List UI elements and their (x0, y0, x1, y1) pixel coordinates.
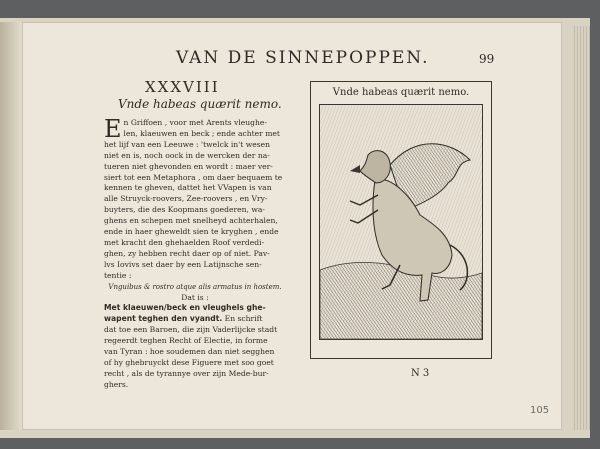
text-line: van Tyran : hoe soudemen dan niet segghen (104, 347, 275, 357)
paragraph-main (104, 115, 286, 282)
text-line: niet en is, noch oock in de wercken der na- (104, 150, 270, 160)
text-line: n Griffoen , voor met Arents vleughe- (123, 118, 267, 127)
page-stack-edge (572, 26, 590, 430)
text-line: ghers. (104, 379, 129, 389)
signature-mark: N 3 (411, 368, 430, 379)
body-text (104, 115, 286, 391)
text-line: lvs Iovivs set daer by een Latijnsche sen- (104, 259, 262, 269)
text-line: regeerdt teghen Recht of Electie, in forme (104, 336, 268, 346)
text-line: recht , als de tyrannye over zijn Mede-bur- (104, 368, 269, 378)
text-line: siert tot een Metaphora , om daer bequaem te (104, 172, 283, 182)
gothic-line-2: wapent teghen den vyandt. (104, 314, 223, 324)
motto-heading: Vnde habeas quærit nemo. (118, 97, 282, 111)
paragraph-translation (104, 303, 286, 390)
text-line: buyters, die des Koopmans goederen, wa- (104, 205, 265, 215)
chapter-number: XXXVIII (145, 78, 220, 96)
gothic-continuation: En schrift (222, 314, 263, 324)
text-line: ghens en schepen met snelheyd achterhalen, (104, 216, 278, 226)
latin-quote: Vnguibus & rostro atque alis armatus in hostem. (108, 282, 282, 291)
text-line: tentie : (104, 270, 132, 280)
text-line: len, klaeuwen en beck ; ende achter met (123, 128, 280, 138)
emblem-plate (310, 81, 492, 359)
text-line: kennen te gheven, dattet het VVapen is van (104, 183, 272, 193)
dat-is-label: Dat is : (181, 292, 209, 302)
text-line: tueren niet ghevonden en wordt : maer ver- (104, 161, 273, 171)
running-header: VAN DE SINNEPOPPEN. (176, 48, 430, 68)
text-line: ghen, zy hebben recht daer op of niet. Pav- (104, 248, 270, 258)
plate-title: Vnde habeas quærit nemo. (332, 87, 470, 98)
page-number: 99 (479, 52, 495, 66)
gothic-line-1: Met klaeuwen/beck en vleughels ghe- (104, 303, 266, 313)
engraving-frame (319, 104, 483, 340)
text-line: of hy ghebruyckt dese Figuere met soo goet (104, 357, 274, 367)
pencil-annotation: 105 (530, 405, 550, 416)
drop-cap: E (104, 115, 122, 143)
griffin-engraving (320, 105, 482, 339)
left-page-edge (0, 22, 24, 430)
text-line: met kracht den ghehaelden Roof verdedi- (104, 237, 265, 247)
text-line: dat toe een Baroen, die zijn Vaderlijcke stadt (104, 325, 278, 335)
text-line: het lijf van een Leeuwe : 'twelck in't wesen (104, 139, 270, 149)
text-line: alle Struyck-roovers, Zee-roovers , en Vry- (104, 194, 268, 204)
text-line: ende in haer gheweldt sien te kryghen , ende (104, 227, 279, 237)
